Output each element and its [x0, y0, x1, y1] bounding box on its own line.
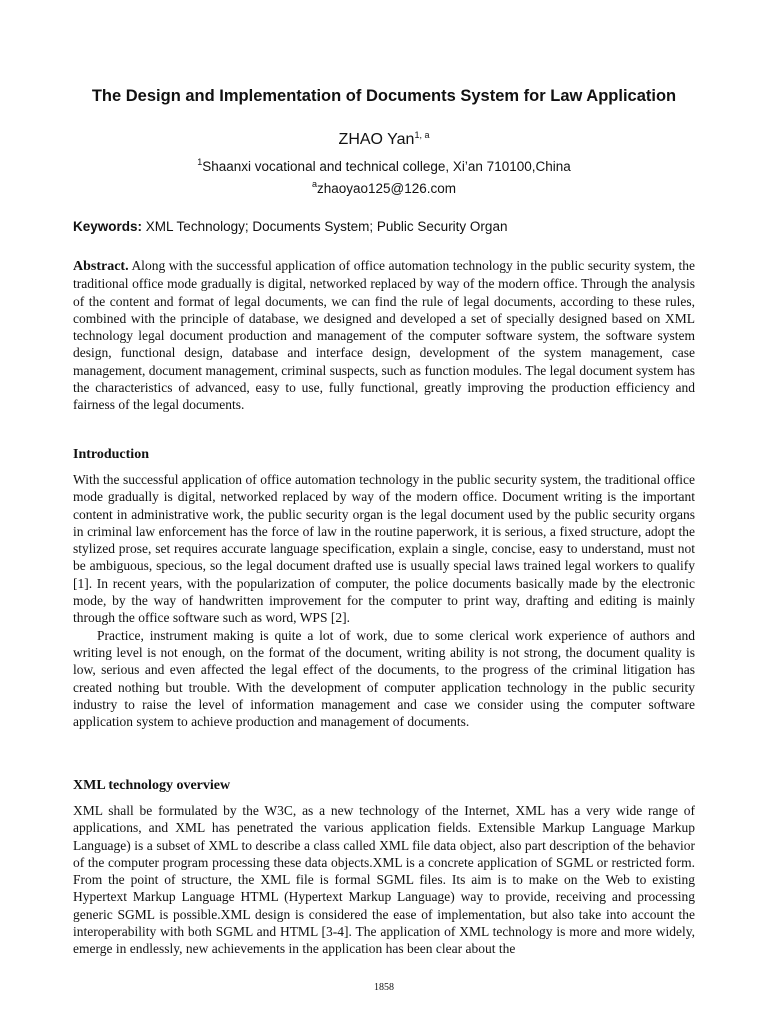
author-marks: 1, a — [414, 130, 430, 140]
introduction-body — [73, 471, 695, 730]
page-number: 1858 — [374, 982, 394, 993]
introduction-heading: Introduction — [73, 447, 149, 462]
affiliation — [73, 158, 695, 176]
email-text: zhaoyao125@126.com — [316, 181, 457, 196]
xml-overview-paragraph: XML shall be formulated by the W3C, as a new technology of the Internet, XML has a very wide range of applications, and XML has penetrated the various application fields. Extensible Markup Language Markup Language) is a subset of XML to describe a class called XML file data object, also part description of the behavior of the computer program processing these data objects.XML is a concrete application of SGML or restricted form. From the point of structure, the XML file is formal SGML files. Its aim is to make on the Web to existing Hypertext Markup Language HTML (Hypertext Markup Language) way to provide, receiving and processing generic SGML is possible.XML design is considered the ease of implementation, but also take into account the interoperability with both SGML and HTML [3-4]. The application of XML technology is more and more widely, emerge in endlessly, new achievements in the application has been clear about the — [73, 803, 695, 957]
email-mark: a — [311, 179, 317, 189]
paper-title: The Design and Implementation of Documents System for Law Application — [91, 87, 677, 105]
affiliation-mark: 1 — [197, 157, 203, 167]
introduction-paragraph-2: Practice, instrument making is quite a lot of work, due to some clerical work experience of authors and writing level is not enough, on the format of the document, writing ability is not strong, the document quality is low, serious and even affected the legal effect of the documents, to the progress of the criminal litigation has created nothing but trouble. With the development of computer application technology in the public security industry to raise the level of information management and case we consider using the computer software application system to achieve production and management of documents. — [73, 627, 695, 730]
keywords-label: Keywords: — [73, 219, 143, 234]
affiliation-text: Shaanxi vocational and technical college, Xi’an 710100,China — [202, 159, 571, 174]
author-line — [73, 130, 695, 150]
abstract-text: Along with the successful application of office automation technology in the public security system, the traditional office mode gradually is digital, networked replaced by way of the modern office. Through the analysis of the content and format of legal documents, we can find the rule of legal documents, according to these rules, combined with the principle of database, we designed and developed a set of specially designed based on XML technology legal document production and management of the computer software system, the software system design, functional design, database and interface design, development of the system management, case management, document management, criminal suspects, such as function modules. The legal document system has the characteristics of advanced, easy to use, fully functional, greatly improving the production efficiency and fairness of the legal documents. — [73, 258, 695, 413]
keywords — [73, 218, 695, 236]
author-email — [73, 180, 695, 198]
abstract — [73, 257, 695, 414]
keywords-text: XML Technology; Documents System; Public Security Organ — [145, 219, 508, 234]
xml-overview-body — [73, 802, 695, 958]
introduction-paragraph-1: With the successful application of office automation technology in the public security system, the traditional office mode gradually is digital, networked replaced by way of the modern office. Document writing is the important content in administrative work, the public security organ is the legal document used by the public security organs in criminal law enforcement has the force of law in the routine paperwork, it is serious, a fixed structure, adopt the stylized prose, set requires accurate language specification, explain a single, concise, easy to understand, must not be ambiguous, specious, so the legal document drafted use is usually special laws trained legal workers to qualify [1]. In recent years, with the popularization of computer, the police documents basically made by the electronic mode, by the way of handwritten improvement for the computer to print way, drafting and editing is mainly through the office software such as word, WPS [2]. — [73, 472, 695, 626]
abstract-label: Abstract. — [73, 259, 129, 274]
author-name: ZHAO Yan — [338, 131, 415, 148]
xml-overview-heading: XML technology overview — [73, 778, 231, 793]
